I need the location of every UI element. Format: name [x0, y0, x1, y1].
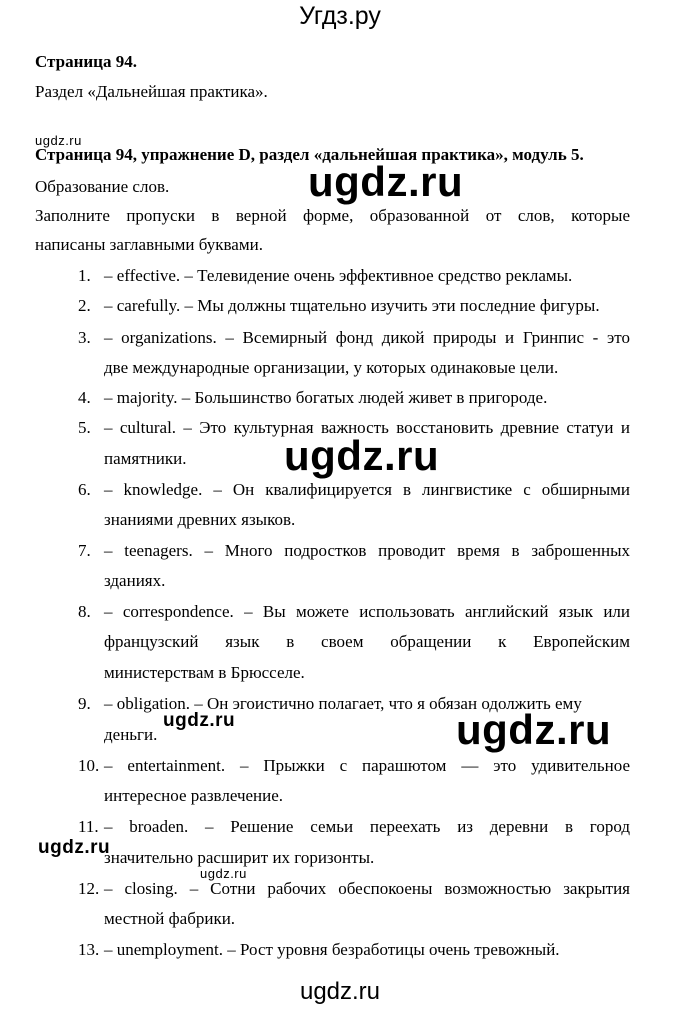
item-text-cont: две международные организации, у которых одинаковые цели. [104, 358, 559, 377]
item-number: 12. [78, 879, 100, 898]
item-text: – closing. – Сотни рабочих обеспокоены возможностью закрытия [104, 879, 630, 898]
item-number: 5. [78, 418, 91, 437]
item-text: – carefully. – Мы должны тщательно изучить эти последние фигуры. [104, 296, 600, 315]
instruction-line-2: написаны заглавными буквами. [35, 235, 263, 254]
item-number: 3. [78, 328, 91, 347]
exercise-heading: Страница 94, упражнение D, раздел «дальнейшая практика», модуль 5. [35, 145, 584, 164]
watermark: ugdz.ru [38, 837, 111, 858]
item-text: – unemployment. – Рост уровня безработицы очень тревожный. [104, 940, 560, 959]
item-text-cont: деньги. [104, 725, 158, 744]
item-number: 7. [78, 541, 91, 560]
item-number: 8. [78, 602, 91, 621]
item-text-cont: французский язык в своем обращении к Европейским [104, 632, 630, 651]
item-text: – majority. – Большинство богатых людей живет в пригороде. [104, 388, 548, 407]
watermark: ugdz.ru [284, 432, 440, 479]
item-text-cont: местной фабрики. [104, 909, 236, 928]
item-text: – knowledge. – Он квалифицируется в лингвистике с обширными [104, 480, 630, 499]
item-number: 6. [78, 480, 91, 499]
item-number: 4. [78, 388, 91, 407]
item-number: 2. [78, 296, 91, 315]
item-number: 1. [78, 266, 91, 285]
item-text: – obligation. – Он эгоистично полагает, что я обязан одолжить ему [104, 694, 582, 713]
watermark-tiny: ugdz.ru [35, 133, 82, 148]
item-text-cont: министерствам в Брюсселе. [104, 663, 305, 682]
item-text: – broaden. – Решение семьи переехать из деревни в город [104, 817, 630, 836]
item-text: – effective. – Телевидение очень эффективное средство рекламы. [104, 266, 573, 285]
site-footer: ugdz.ru [299, 978, 381, 1005]
item-text-cont: памятники. [104, 449, 187, 468]
watermark: ugdz.ru [456, 706, 612, 753]
item-text: – organizations. – Всемирный фонд дикой природы и Гринпис - это [104, 328, 630, 347]
page-label: Страница 94. [35, 52, 137, 71]
item-number: 10. [78, 756, 100, 775]
watermark: ugdz.ru [308, 158, 464, 205]
item-number: 11. [78, 817, 99, 836]
watermark: ugdz.ru [163, 710, 236, 731]
watermark: ugdz.ru [200, 866, 247, 881]
item-number: 13. [78, 940, 100, 959]
item-text: – entertainment. – Прыжки с парашютом — это удивительное [104, 756, 630, 775]
item-text: – cultural. – Это культурная важность восстановить древние статуи и [104, 418, 630, 437]
topic: Образование слов. [35, 177, 170, 196]
item-text: – teenagers. – Много подростков проводит время в заброшенных [104, 541, 630, 560]
site-header: Угдз.ру [299, 2, 381, 30]
item-text-cont: знаниями древних языков. [104, 510, 296, 529]
item-text-cont: интересное развлечение. [104, 786, 284, 805]
item-text-cont: значительно расширит их горизонты. [104, 848, 375, 867]
item-number: 9. [78, 694, 91, 713]
instruction-line-1: Заполните пропуски в верной форме, образованной от слов, которые [35, 206, 630, 225]
item-text: – correspondence. – Вы можете использовать английский язык или [104, 602, 630, 621]
section-label: Раздел «Дальнейшая практика». [35, 82, 268, 101]
item-text-cont: зданиях. [104, 571, 166, 590]
